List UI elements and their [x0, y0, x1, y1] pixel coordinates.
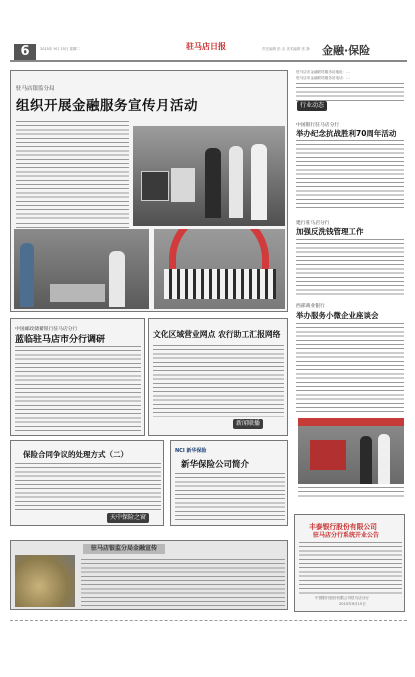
notice-line: 驻马店市金融联络服务站地址：… [296, 70, 350, 74]
postal-headline: 蓝临驻马店市分行调研 [15, 335, 106, 345]
postal-story [10, 318, 145, 436]
bottom-ad-banner: 驻马店银监分局金融宣传 [83, 544, 165, 554]
rural-story [148, 318, 288, 436]
bank-footer-1: 中国银行股份有限公司驻马店分行 [315, 596, 369, 600]
section-title: 金融·保险 [322, 44, 371, 57]
insurance-body [15, 463, 161, 513]
bottom-ad-body [81, 559, 285, 607]
main-story-kicker: 驻马店银监分局 [16, 86, 55, 92]
page-number: 6 [14, 44, 36, 60]
rural-headline: 文化区域营业网点 农行助工汇报网络 [153, 330, 281, 339]
red-backdrop [310, 440, 346, 470]
rural-body [153, 345, 284, 417]
person-figure [251, 144, 267, 220]
insurance-tag: 天中保险之窗 [107, 513, 149, 523]
sidebar-notice [296, 70, 404, 100]
right-story-1-headline: 举办纪念抗战胜利70周年活动 [296, 129, 397, 138]
right-story-2-body [296, 239, 404, 297]
right-story-2-kicker: 建行驻马店分行 [296, 221, 330, 226]
newspaper-logo: 驻马店日报 [186, 42, 226, 51]
banner-stand [171, 168, 195, 202]
counter-photo [14, 229, 149, 309]
bank-opening-notice [294, 514, 405, 612]
right-story-1-body [296, 140, 404, 210]
notice-body [296, 83, 404, 101]
main-story-headline: 组织开展金融服务宣传月活动 [16, 98, 198, 114]
banner [298, 418, 404, 426]
news-tag: 新闻联播 [233, 419, 263, 429]
insurance-headline: 保险合同争议的处理方式（二） [23, 450, 128, 459]
person-figure [378, 434, 390, 484]
notice-line: 驻马店市金融联络服务站电话：… [296, 76, 350, 80]
person-figure [229, 146, 243, 218]
postal-body [15, 346, 141, 432]
ceremony-photo [133, 126, 285, 226]
industry-news-tag: 行业动态 [297, 101, 327, 111]
nci-story [170, 440, 288, 526]
main-story [10, 70, 288, 312]
display-board [141, 171, 169, 201]
group-photo [154, 229, 285, 309]
right-story-1-kicker: 中国银行驻马店分行 [296, 123, 340, 128]
insurance-story [10, 440, 164, 526]
nci-body [175, 473, 285, 523]
bank-footer-2: 2015年9月15日 [339, 602, 366, 606]
bottom-rule [10, 620, 407, 621]
staff-row [164, 269, 276, 299]
right-story-3-kicker: 西部商业银行 [296, 304, 325, 309]
ribbon-photo-caption [298, 487, 404, 499]
dateline: 2015年 9月 15日 星期二 [40, 47, 80, 51]
right-story-3-headline: 举办服务小微企业座谈会 [296, 311, 379, 320]
postal-kicker: 中国邮政储蓄银行驻马店分行 [15, 327, 78, 332]
person-figure [205, 148, 221, 218]
person-figure [20, 243, 34, 307]
bank-body [299, 542, 402, 594]
display-counter [50, 284, 105, 302]
bottom-ad-illustration [15, 555, 75, 607]
ribbon-photo [298, 418, 404, 484]
bottom-ad [10, 540, 288, 610]
right-story-3-body [296, 323, 404, 413]
right-story-2-headline: 加强反洗钱管理工作 [296, 227, 364, 236]
bank-title-1: 丰泰银行股份有限公司 [309, 523, 377, 531]
main-story-body [16, 121, 129, 221]
bank-title-2: 驻马店分行系统开业公告 [313, 532, 380, 539]
nci-headline: 新华保险公司简介 [181, 460, 250, 470]
person-figure [360, 436, 372, 484]
nci-logo: NCI 新华保险 [175, 448, 207, 454]
editor-credit: 责任编辑 彭 洁 美术编辑 张 静 [262, 47, 310, 51]
header-rule [10, 60, 407, 62]
person-figure [109, 251, 125, 307]
